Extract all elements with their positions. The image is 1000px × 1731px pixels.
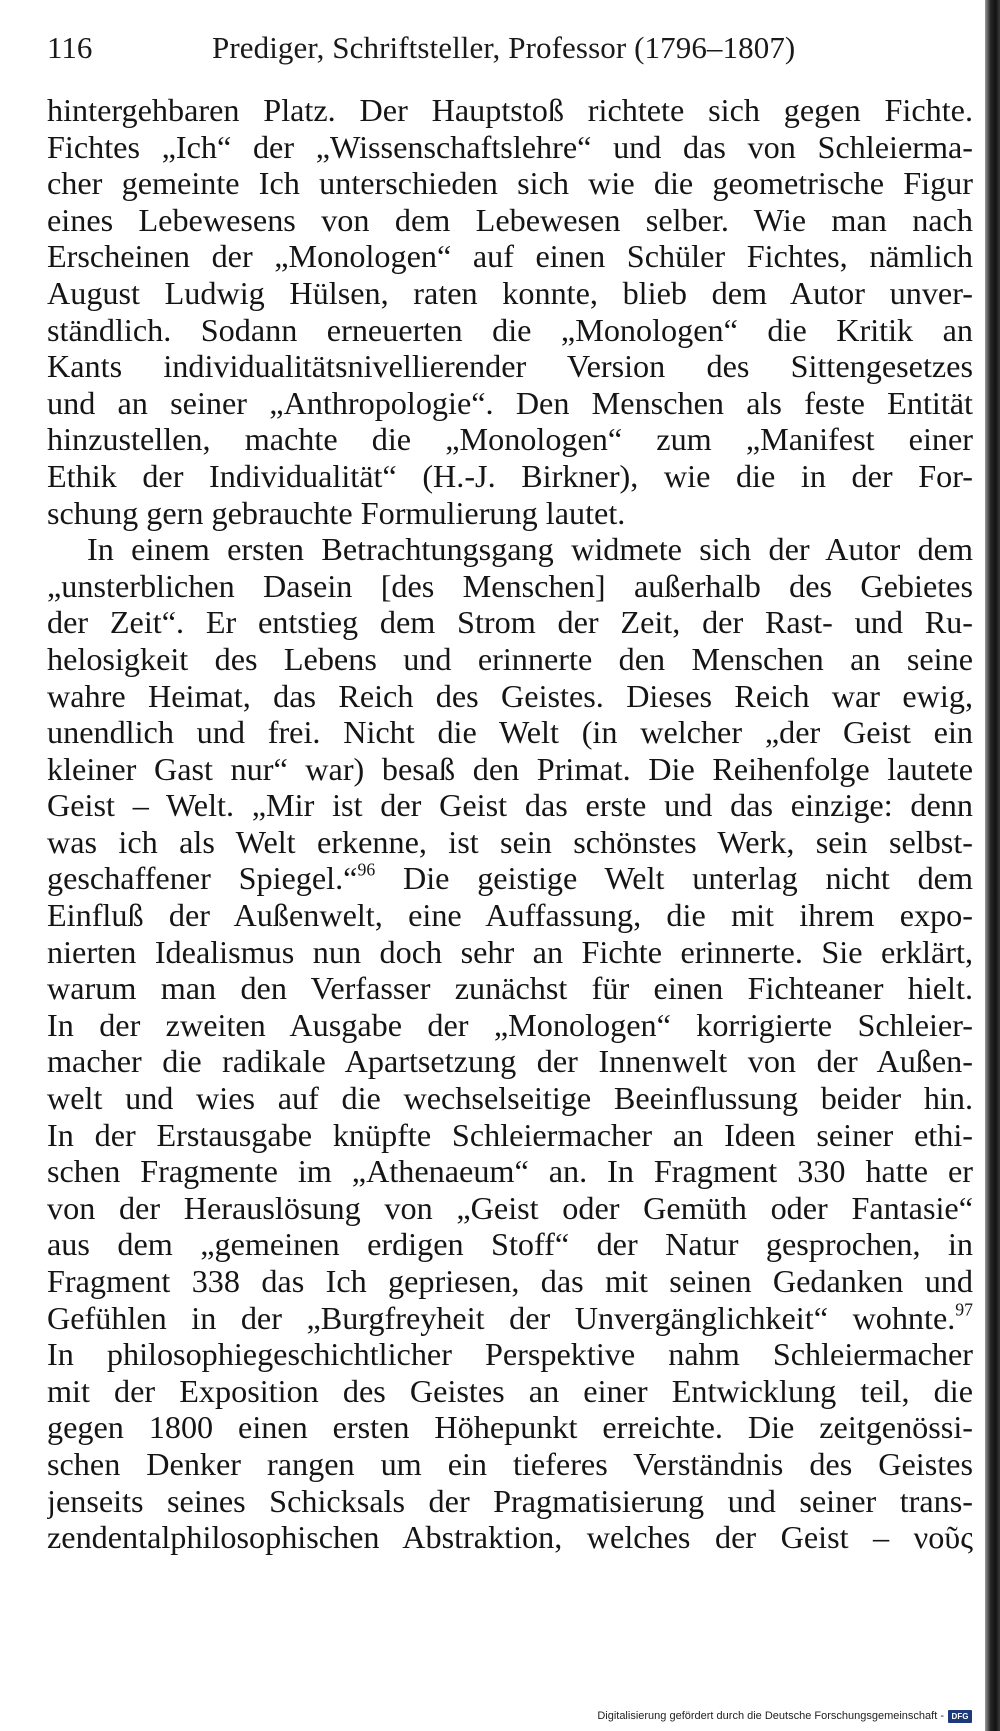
text-segment: geschaffener Spiegel.“ <box>47 860 358 897</box>
body-text <box>47 92 973 1556</box>
text-line: unendlich und frei. Nicht die Welt (in welcher „der Geist ein <box>47 714 973 751</box>
text-line: hintergehbaren Platz. Der Hauptstoß richtete sich gegen Fichte. <box>47 92 973 128</box>
text-line-with-footnote <box>47 1300 973 1337</box>
text-line: ständlich. Sodann erneuerten die „Monologen“ die Kritik an <box>47 311 973 348</box>
text-segment: Die geistige Welt unterlag nicht dem <box>402 860 973 897</box>
text-line: Geist – Welt. „Mir ist der Geist das erste und das einzige: denn <box>47 787 973 824</box>
text-line: gegen 1800 einen ersten Höhepunkt erreichte. Die zeitgenössi- <box>47 1409 973 1446</box>
footer-text: Digitalisierung gefördert durch die Deutsche Forschungsgemeinschaft - <box>597 1710 944 1722</box>
text-line: von der Herauslösung von „Geist oder Gemüth oder Fantasie“ <box>47 1189 973 1226</box>
footnote-ref-96: 96 <box>357 860 376 881</box>
text-line: eines Lebewesens von dem Lebewesen selber. Wie man nach <box>47 201 973 238</box>
running-head <box>47 22 947 78</box>
text-line: aus dem „gemeinen erdigen Stoff“ der Natur gesprochen, in <box>47 1226 973 1263</box>
text-line: Kants individualitätsnivellierender Version des Sittengesetzes <box>47 348 973 385</box>
text-line: wahre Heimat, das Reich des Geistes. Dieses Reich war ewig, <box>47 677 973 714</box>
text-line: mit der Exposition des Geistes an einer Entwicklung teil, die <box>47 1372 973 1409</box>
text-line: nierten Idealismus nun doch sehr an Fichte erinnerte. Sie erklärt, <box>47 933 973 970</box>
text-line: schen Fragmente im „Athenaeum“ an. In Fragment 330 hatte er <box>47 1153 973 1190</box>
text-line: Einfluß der Außenwelt, eine Auffassung, die mit ihrem expo- <box>47 897 973 934</box>
text-line: Ethik der Individualität“ (H.-J. Birkner), wie die in der For- <box>47 457 973 494</box>
running-title: Prediger, Schriftsteller, Professor (1796–1807) <box>212 30 796 65</box>
text-line: jenseits seines Schicksals der Pragmatisierung und seiner trans- <box>47 1482 973 1519</box>
scan-edge-strip <box>985 0 1000 1731</box>
text-segment: Gefühlen in der „Burgfreyheit der Unvergänglichkeit“ wohnte. <box>47 1299 956 1336</box>
text-line: Erscheinen der „Monologen“ auf einen Schüler Fichtes, nämlich <box>47 238 973 275</box>
text-line: In der zweiten Ausgabe der „Monologen“ korrigierte Schleier- <box>47 1006 973 1043</box>
text-line: kleiner Gast nur“ war) besaß den Primat. Die Reihenfolge lautete <box>47 750 973 787</box>
text-line: der Zeit“. Er entstieg dem Strom der Zeit, der Rast- und Ru- <box>47 604 973 641</box>
page-number: 116 <box>47 30 93 65</box>
text-line: In philosophiegeschichtlicher Perspektive nahm Schleiermacher <box>47 1336 973 1373</box>
text-line: Fichtes „Ich“ der „Wissenschaftslehre“ und das von Schleierma- <box>47 128 973 165</box>
text-line: August Ludwig Hülsen, raten konnte, blieb dem Autor unver- <box>47 274 973 311</box>
text-line: und an seiner „Anthropologie“. Den Menschen als feste Entität <box>47 384 973 421</box>
text-line: zendentalphilosophischen Abstraktion, welches der Geist – νοῦς <box>47 1519 973 1556</box>
text-line: schung gern gebrauchte Formulierung lautet. <box>47 494 626 531</box>
text-line-with-footnote <box>47 860 973 897</box>
dfg-logo: DFG <box>948 1710 972 1723</box>
text-line: macher die radikale Apartsetzung der Innenwelt von der Außen- <box>47 1043 973 1080</box>
text-line: hinzustellen, machte die „Monologen“ zum „Manifest einer <box>47 421 973 458</box>
footnote-ref-97: 97 <box>955 1299 973 1320</box>
text-line: helosigkeit des Lebens und erinnerte den Menschen an seine <box>47 640 973 677</box>
text-line: In einem ersten Betrachtungsgang widmete sich der Autor dem <box>87 531 973 568</box>
text-line: cher gemeinte Ich unterschieden sich wie die geometrische Figur <box>47 165 973 202</box>
text-line: schen Denker rangen um ein tieferes Verständnis des Geistes <box>47 1445 973 1482</box>
text-line: Fragment 338 das Ich gepriesen, das mit seinen Gedanken und <box>47 1263 973 1299</box>
text-line: „unsterblichen Dasein [des Menschen] außerhalb des Gebietes <box>47 567 973 604</box>
text-line: was ich als Welt erkenne, ist sein schönstes Werk, sein selbst- <box>47 823 973 860</box>
text-line: In der Erstausgabe knüpfte Schleiermacher an Ideen seiner ethi- <box>47 1116 973 1153</box>
text-line: warum man den Verfasser zunächst für einen Fichteaner hielt. <box>47 970 973 1007</box>
digitization-footer <box>597 1707 972 1725</box>
text-line: welt und wies auf die wechselseitige Beeinflussung beider hin. <box>47 1080 973 1117</box>
